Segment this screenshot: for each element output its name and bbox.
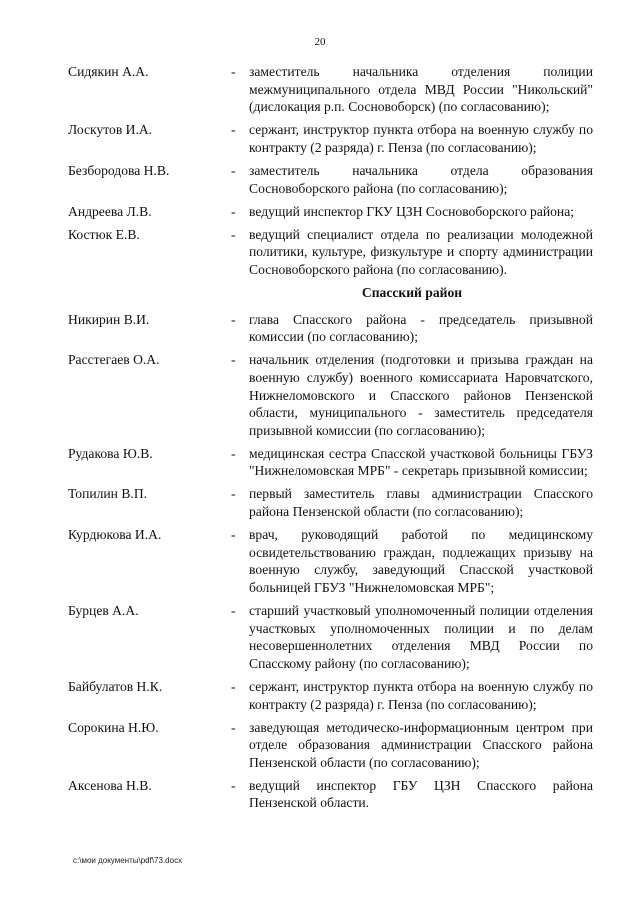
member-name: Никирин В.И. <box>68 311 150 327</box>
member-role: заместитель начальника отдела образования Сосновоборского района (по согласованию); <box>249 162 593 196</box>
member-name: Безбородова Н.В. <box>68 162 170 178</box>
dash-separator: - <box>231 352 236 368</box>
list-item <box>68 121 593 156</box>
group-spassky <box>68 311 593 812</box>
member-role: заместитель начальника отделения полиции межмуниципального отдела МВД России "Никольский" (дислокация р.п. Сосновоборск) (по согласованию); <box>249 64 593 115</box>
member-name: Сидякин А.А. <box>68 64 149 79</box>
member-name: Расстегаев О.А. <box>68 352 160 368</box>
member-role: сержант, инструктор пункта отбора на военную службу по контракту (2 разряда) г. Пенза (по согласованию); <box>249 122 593 155</box>
dash-separator: - <box>231 719 236 735</box>
member-role: глава Спасского района - председатель призывной комиссии (по согласованию); <box>249 311 593 345</box>
list-item <box>68 485 593 520</box>
member-name: Андреева Л.В. <box>68 203 152 219</box>
member-role: врач, руководящий работой по медицинскому освидетельствованию граждан, подлежащих призыву на военную службу, заведующий Спасской участковой больницей ГБУЗ "Нижнеломовская МРБ"; <box>249 527 593 595</box>
member-role: сержант, инструктор пункта отбора на военную службу по контракту (2 разряда) г. Пенза (по согласованию); <box>249 678 593 712</box>
dash-separator: - <box>231 162 236 178</box>
member-role: первый заместитель главы администрации Спасского района Пензенской области (по согласованию); <box>249 486 593 520</box>
dash-separator: - <box>231 777 236 793</box>
dash-separator: - <box>231 603 236 619</box>
member-role: заведующая методическо-информационным центром при отделе образования администрации Спасского района Пензенской области (по согласованию); <box>249 719 593 770</box>
member-name: Аксенова Н.В. <box>68 777 152 793</box>
list-item <box>68 777 593 812</box>
member-name: Костюк Е.В. <box>68 226 140 242</box>
list-item <box>68 311 593 346</box>
dash-separator: - <box>231 527 236 543</box>
list-item <box>68 203 593 221</box>
member-role: ведущий инспектор ГБУ ЦЗН Спасского района Пензенской области. <box>249 777 593 811</box>
list-item <box>68 445 593 480</box>
list-item <box>68 226 593 279</box>
dash-separator: - <box>231 203 236 219</box>
dash-separator: - <box>231 678 236 694</box>
footer-file-path: c:\мои документы\pdf\73.docx <box>73 856 183 865</box>
member-name: Бурцев А.А. <box>68 603 139 619</box>
member-role: старший участковый уполномоченный полиции отделения участковых уполномоченных полиции и по делам несовершеннолетних отделения МВД России по Спасскому району (по согласованию); <box>249 603 593 671</box>
member-role: ведущий инспектор ГКУ ЦЗН Сосновоборского района; <box>249 203 575 219</box>
member-role: ведущий специалист отдела по реализации молодежной политики, культуре, физкультуре и спорту администрации Сосновоборского района (по согласованию). <box>249 226 593 277</box>
member-name: Байбулатов Н.К. <box>68 678 163 694</box>
section-title: Спасский район <box>361 285 463 301</box>
member-name: Курдюкова И.А. <box>68 527 162 543</box>
list-item <box>68 678 593 713</box>
list-item <box>68 351 593 439</box>
member-name: Лоскутов И.А. <box>68 122 153 138</box>
list-item <box>68 526 593 596</box>
group-sosnovoborsk <box>68 63 593 279</box>
dash-separator: - <box>231 122 236 138</box>
dash-separator: - <box>231 311 236 327</box>
member-name: Сорокина Н.Ю. <box>68 719 159 735</box>
member-role: начальник отделения (подготовки и призыва граждан на военную службу) военного комиссариата Наровчатского, Нижнеломовского и Спасского районов Пензенской области, муниципального - заместитель председателя призывной комиссии (по согласованию); <box>249 352 593 438</box>
member-name: Рудакова Ю.В. <box>68 445 153 461</box>
commission-list <box>68 63 593 818</box>
dash-separator: - <box>231 486 236 502</box>
list-item <box>68 719 593 772</box>
dash-separator: - <box>231 226 236 242</box>
member-role: медицинская сестра Спасской участковой больницы ГБУЗ "Нижнеломовская МРБ" - секретарь призывной комиссии; <box>249 445 593 479</box>
page-number: 20 <box>314 36 326 48</box>
list-item <box>68 602 593 672</box>
list-item <box>68 63 593 116</box>
dash-separator: - <box>231 445 236 461</box>
member-name: Топилин В.П. <box>68 486 148 502</box>
dash-separator: - <box>231 64 236 79</box>
list-item <box>68 162 593 197</box>
